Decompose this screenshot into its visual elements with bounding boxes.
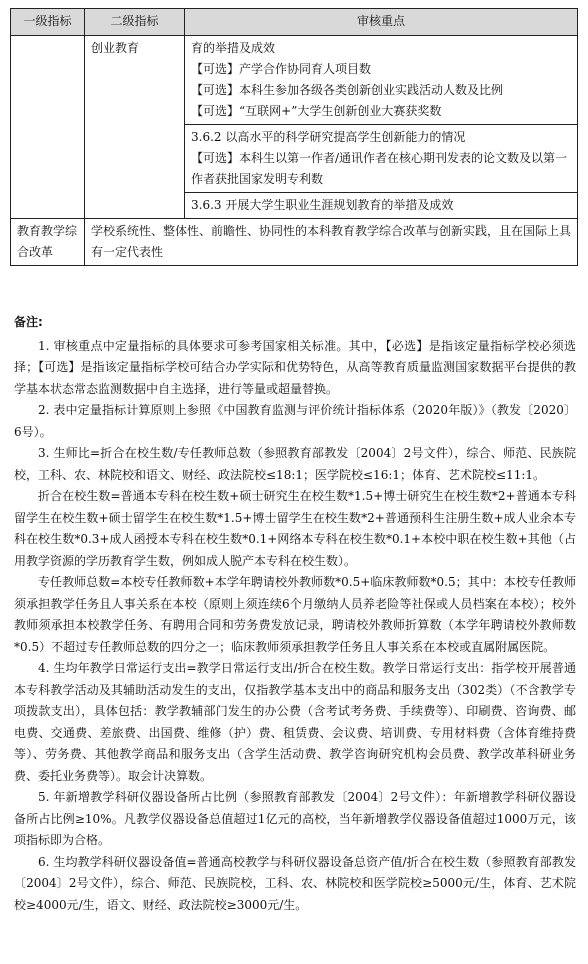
- header-focus: 审核重点: [185, 9, 578, 36]
- note-paragraph-3: 3. 生师比=折合在校生数/专任教师总数（参照教育部教发〔2004〕2号文件），综合、师范、民族院校，工科、农、林院校和语文、财经、政法院校≤18:1；医学院校≤16:1；体育、艺术院校≤11:1。: [14, 446, 576, 482]
- note-paragraph-5: 5. 年新增教学科研仪器设备所占比例（参照教育部教发〔2004〕2号文件）：年新增教学科研仪器设备所占比例≥10%。凡教学仪器设备总值超过1亿元的高校，当年新增教学仪器设备值超过1000万元，该项指标即为合格。: [14, 790, 576, 847]
- row1-level2: 创业教育: [85, 36, 185, 219]
- notes-section: [14, 312, 576, 916]
- focus-line: 育的举措及成效: [191, 41, 276, 55]
- row1-focus-cell: [185, 36, 578, 219]
- focus-line-section-362: 3.6.2 以高水平的科学研究提高学生创新能力的情况: [185, 124, 577, 148]
- note-paragraph-3-students: 折合在校生数=普通本专科在校生数+硕士研究生在校生数*1.5+博士研究生在校生数*2+普通本专科留学生在校生数+硕士留学生在校生数*1.5+博士留学生在校生数*2+普通预科生注册生数+成人业余本专科在校生数*0.3+成人函授本专科在校生数*0.1+网络本专科在校生数*0.1+本校中职在校生数+其他（占用教学资源的学历教育学生数，例如成人脱产本专科在校生数）。: [14, 489, 576, 568]
- standards-table: [10, 8, 578, 266]
- row2-level1: 教育教学综合改革: [11, 219, 85, 266]
- note-paragraph-3-teachers: 专任教师总数=本校专任教师数+本学年聘请校外教师数*0.5+临床教师数*0.5；其中：本校专任教师须承担教学任务且人事关系在本校（原则上须连续6个月缴纳人员养老险等社保或人员档案在本校）；校外教师须承担本校教学任务、有聘用合同和劳务费发放记录，聘请校外教师折算数（本学年聘请校外教师数*0.5）不超过专任教师总数的四分之一；临床教师须承担教学任务且人事关系在本校或直属附属医院。: [14, 575, 576, 654]
- table-row: [11, 219, 578, 266]
- header-level1: 一级指标: [11, 9, 85, 36]
- notes-title: 备注:: [14, 315, 43, 329]
- focus-line: 【可选】“互联网+”大学生创新创业大赛获奖数: [191, 104, 442, 118]
- table-header-row: [11, 9, 578, 36]
- focus-line: 【可选】本科生参加各级各类创新创业实践活动人数及比例: [191, 83, 504, 97]
- note-paragraph-4: 4. 生均年教学日常运行支出=教学日常运行支出/折合在校生数。教学日常运行支出：指学校开展普通本专科教学活动及其辅助活动发生的支出，仅指教学基本支出中的商品和服务支出（302类）（不含教学专项拨款支出），具体包括：教学教辅部门发生的办公费（含考试考务费、手续费等）、印刷费、咨询费、邮电费、交通费、差旅费、出国费、维修（护）费、租赁费、会议费、培训费、专用材料费（含体育维持费等）、劳务费、其他教学商品和服务支出（含学生活动费、教学咨询研究机构会员费、教学改革科研业务费、委托业务费等）。取会计决算数。: [14, 661, 576, 783]
- note-paragraph-1: 1. 审核重点中定量指标的具体要求可参考国家相关标准。其中，【必选】是指该定量指标学校必须选择；【可选】是指该定量指标学校可结合办学实际和优势特色，从高等教育质量监测国家数据平台提供的教学基本状态常态监测数据中自主选择，进行等量或超量替换。: [14, 338, 576, 396]
- focus-line: 【可选】产学合作协同育人项目数: [191, 62, 372, 76]
- table-row: [11, 36, 578, 219]
- row2-description: 学校系统性、整体性、前瞻性、协同性的本科教育教学综合改革与创新实践，且在国际上具有一定代表性: [85, 219, 578, 266]
- header-level2: 二级指标: [85, 9, 185, 36]
- note-paragraph-6: 6. 生均教学科研仪器设备值=普通高校教学与科研仪器设备总资产值/折合在校生数（参照教育部教发〔2004〕2号文件），综合、师范、民族院校，工科、农、林院校和医学院校≥5000元/生，体育、艺术院校≥4000元/生，语文、财经、政法院校≥3000元/生。: [14, 854, 576, 912]
- focus-line: 【可选】本科生以第一作者/通讯作者在核心期刊发表的论文数及以第一作者获批国家发明专利数: [191, 151, 568, 186]
- row1-level1: [11, 36, 85, 219]
- focus-line-section-363: 3.6.3 开展大学生职业生涯规划教育的举措及成效: [185, 192, 577, 216]
- note-paragraph-2: 2. 表中定量指标计算原则上参照《中国教育监测与评价统计指标体系（2020年版）》（教发〔2020〕6号）。: [14, 403, 576, 439]
